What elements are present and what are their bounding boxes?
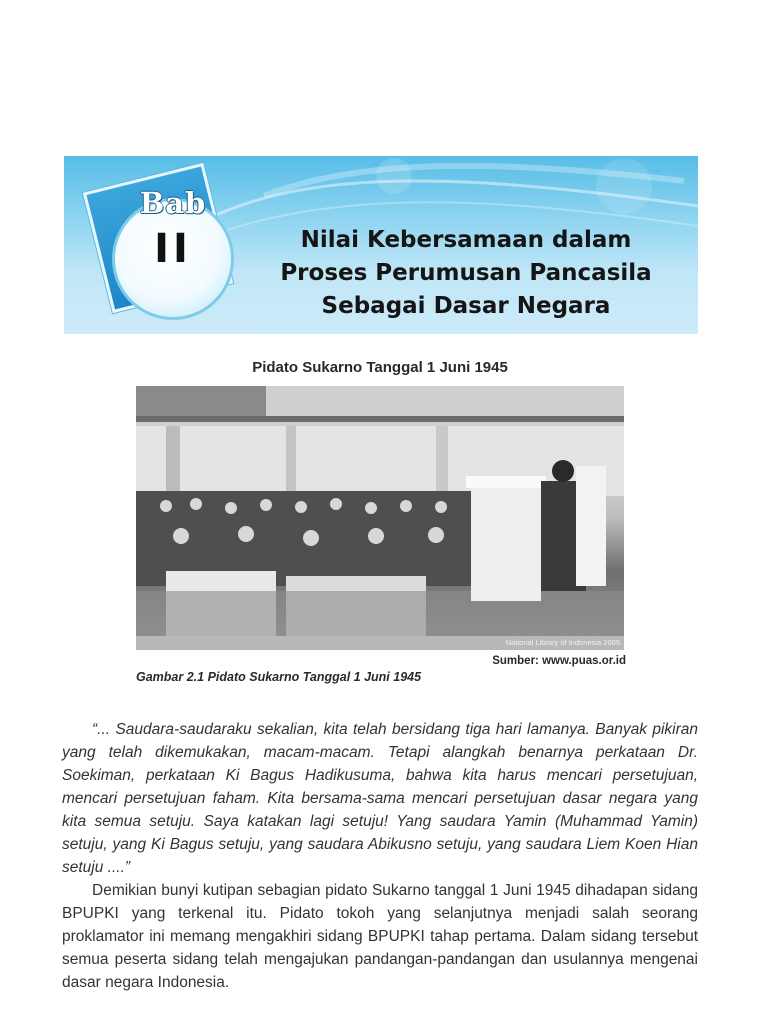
body-text [62, 718, 698, 994]
chapter-title-line-2: Proses Perumusan Pancasila [280, 260, 652, 286]
chapter-title [248, 224, 684, 323]
chapter-label: Bab [139, 186, 207, 220]
body-paragraph: Demikian bunyi kutipan sebagian pidato Sukarno tanggal 1 Juni 1945 dihadapan sidang BPUPKI yang terkenal itu. Pidato tokoh yang selanjutnya menjadi salah seorang proklamator ini memang mengakhiri sidang BPUPKI tahap pertama. Dalam sidang tersebut semua peserta sidang telah mengajukan pandangan-pandangan dan usulannya mengenai dasar negara Indonesia. [62, 882, 698, 991]
historical-photo [136, 386, 624, 650]
figure-caption: Gambar 2.1 Pidato Sukarno Tanggal 1 Juni 1945 [136, 670, 422, 684]
figure-source: Sumber: www.puas.or.id [492, 655, 626, 667]
photo-illustration [136, 386, 624, 650]
chapter-number: II [154, 226, 192, 272]
photo-credit: National Library of Indonesia 2005 [505, 638, 620, 647]
chapter-title-line-3: Sebagai Dasar Negara [321, 293, 611, 319]
figure-title: Pidato Sukarno Tanggal 1 Juni 1945 [252, 359, 508, 376]
chapter-title-line-1: Nilai Kebersamaan dalam [300, 227, 632, 253]
speech-quote: “... Saudara-saudaraku sekalian, kita telah bersidang tiga hari lamanya. Banyak pikiran yang telah dikemukakan, macam-macam. Tetapi alangkah benarnya perkataan Dr. Soekiman, perkataan Ki Bagus Hadikusuma, bahwa kita harus mencari persetujuan, mencari persetujuan faham. Kita bersama-sama mencari persetujuan dasar negara yang kita semua setuju. Saya katakan lagi setuju! Yang saudara Yamin (Muhammad Yamin) setuju, yang Ki Bagus setuju, yang saudara Abikusno setuju, yang saudara Liem Koen Hian setuju ....” [62, 721, 698, 876]
